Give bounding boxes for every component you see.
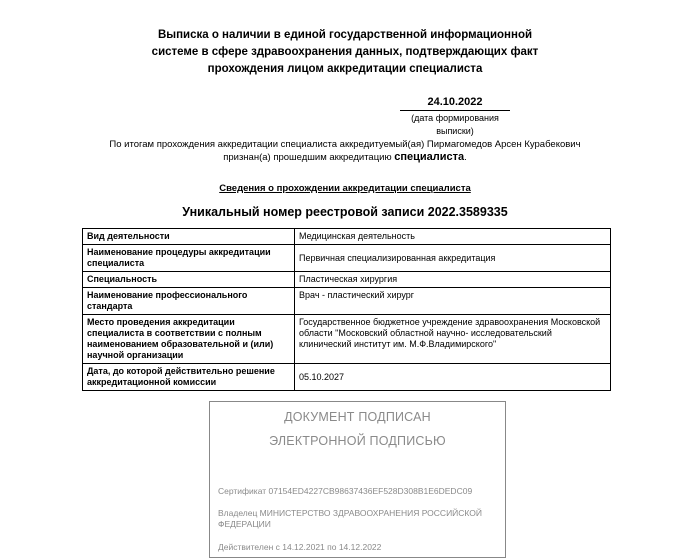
row-value: Государственное бюджетное учреждение здравоохранения Московской области "Московский областной научно- исследовательский клинический институт им. М.Ф.Владимирского" [295, 315, 611, 364]
table-row [83, 229, 611, 245]
accreditation-info-table [82, 228, 611, 391]
intro-specialist-word: специалиста [394, 151, 465, 163]
intro-line-1: По итогам прохождения аккредитации специалиста аккредитуемый(ая) Пирмагомедов Арсен Курабекович [109, 139, 581, 150]
row-key: Дата, до которой действительно решение аккредитационной комиссии [83, 364, 295, 391]
registry-number: Уникальный номер реестровой записи 2022.3589335 [182, 205, 508, 219]
row-value: Пластическая хирургия [295, 272, 611, 288]
title-line: прохождения лицом аккредитации специалиста [207, 63, 483, 75]
table-row [83, 272, 611, 288]
stamp-owner: Владелец МИНИСТЕРСТВО ЗДРАВООХРАНЕНИЯ РОССИЙСКОЙ ФЕДЕРАЦИИ [218, 508, 483, 529]
issue-date-caption: (дата формирования выписки) [411, 113, 499, 136]
row-value: Медицинская деятельность [295, 229, 611, 245]
row-key: Место проведения аккредитации специалиста в соответствии с полным наименованием образовательной и (или) научной организации [83, 315, 295, 364]
row-value: Первичная специализированная аккредитация [295, 245, 611, 272]
issue-date-block [400, 96, 510, 138]
table-row [83, 245, 611, 272]
issue-date: 24.10.2022 [400, 96, 510, 111]
table-row [83, 364, 611, 391]
table-row [83, 288, 611, 315]
electronic-signature-stamp [209, 401, 506, 558]
intro-text [100, 138, 590, 164]
row-value: 05.10.2027 [295, 364, 611, 391]
intro-line-2 [100, 151, 590, 164]
section-title: Сведения о прохождении аккредитации специалиста [219, 183, 471, 194]
row-key: Наименование процедуры аккредитации специалиста [83, 245, 295, 272]
stamp-heading-line-2: ЭЛЕКТРОННОЙ ПОДПИСЬЮ [269, 434, 446, 448]
table-row [83, 315, 611, 364]
stamp-certificate: Сертификат 07154ED4227CB98637436EF528D308B1E6DEDC09 [218, 486, 473, 496]
row-key: Специальность [83, 272, 295, 288]
intro-line-2-prefix: признан(а) прошедшим аккредитацию [223, 152, 392, 163]
intro-line-2-suffix: . [464, 152, 467, 163]
title-line: системе в сфере здравоохранения данных, подтверждающих факт [151, 46, 539, 58]
row-value: Врач - пластический хирург [295, 288, 611, 315]
document-title [150, 27, 540, 78]
row-key: Наименование профессионального стандарта [83, 288, 295, 315]
row-key: Вид деятельности [83, 229, 295, 245]
title-line: Выписка о наличии в единой государственной информационной [157, 29, 533, 41]
stamp-validity: Действителен с 14.12.2021 по 14.12.2022 [218, 542, 382, 552]
stamp-heading-line-1: ДОКУМЕНТ ПОДПИСАН [284, 410, 431, 424]
